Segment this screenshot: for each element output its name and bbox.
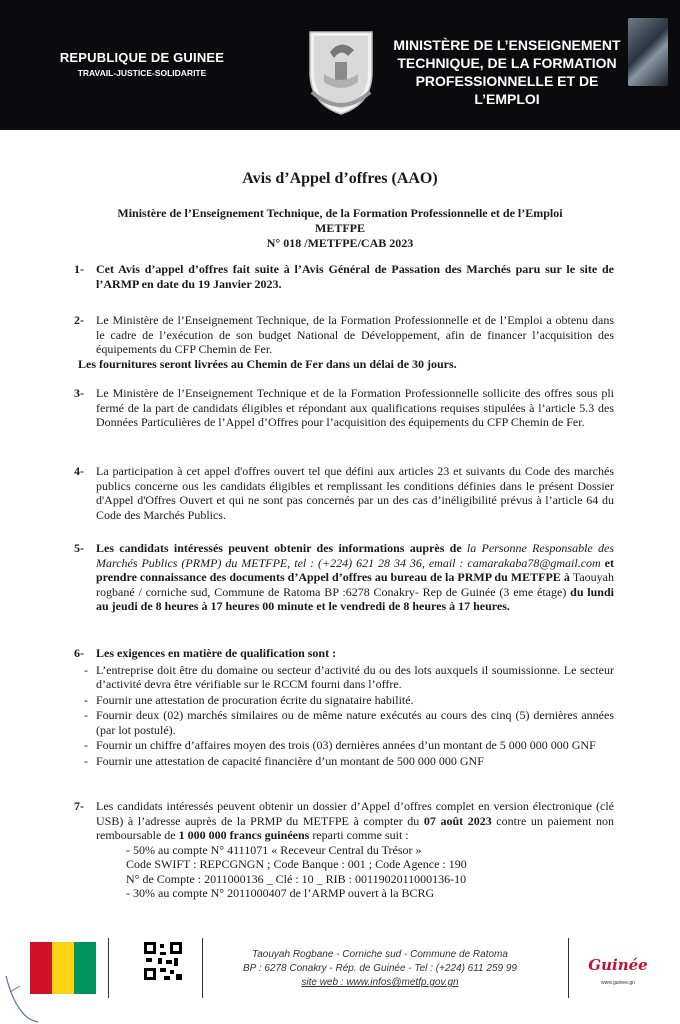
prmp-contact[interactable]: la Personne Responsable des Marchés Publics (PRMP) du METFPE, tel : (+224) 621 28 34 36, email : camarakaba78@gmail.com [96, 541, 614, 570]
paragraph-6 [74, 646, 614, 769]
paragraph-3 [74, 386, 614, 430]
subtitle [60, 206, 620, 251]
republic-motto: TRAVAIL-JUSTICE-SOLIDARITE [77, 68, 207, 78]
qr-code-icon[interactable] [142, 940, 184, 982]
paragraph-text: Le Ministère de l’Enseignement Technique, de la Formation Professionnelle et de l’Emploi a obtenu dans le cadre de l’exécution de son budget National de Développement, afin de financer l’acquisition des équipements du CFP Chemin de Fer. [96, 313, 614, 356]
holographic-sticker [628, 18, 668, 86]
paragraph-number: 4- [74, 464, 84, 478]
paragraph-text: Le Ministère de l’Enseignement Technique et de la Formation Professionnelle sollicite des offres sous pli fermé de la part de candidats éligibles et répondant aux qualifications requises stipulées à l’article 5.3 des Données Particulières de l’Appel d’Offres pour l’acquisition des équipements du CFP Chemin de Fer. [96, 386, 614, 429]
list-item: - L’entreprise doit être du domaine ou secteur d’activité du ou des lots auxquels il soumissionne. Le secteur d’activité devra être vérifiable sur le RCCM fourni dans l’offre. [96, 663, 614, 692]
requirements-heading: Les exigences en matière de qualification sont : [96, 646, 337, 660]
fee-amount: 1 000 000 francs guinéens [178, 828, 310, 842]
list-item: - Fournir une attestation de capacité financière d’un montant de 500 000 000 GNF [96, 754, 614, 769]
pen-mark-icon [2, 972, 42, 1024]
list-item: - Fournir un chiffre d’affaires moyen des trois (03) dernières années d’un montant de 5 000 000 000 GNF [96, 738, 614, 753]
paragraph-5 [74, 541, 614, 614]
paragraph-text: Cet Avis d’appel d’offres fait suite à l’Avis Général de Passation des Marchés paru sur le site de l’ARMP en date du 19 Janvier 2023. [96, 262, 614, 291]
office-address: Taouyah rogbané / corniche sud, Commune de Ratoma BP :6278 Conakry- Rep de Guinée (3 eme étage) [96, 570, 614, 599]
divider [202, 938, 203, 998]
ministry-name [392, 36, 622, 108]
flag-stripe-yellow [52, 942, 74, 994]
footer-address-line: BP : 6278 Conakry - Rép. de Guinée - Tel : (+224) 611 259 99 [243, 963, 517, 974]
republic-block [52, 50, 232, 78]
subtitle-ministry: Ministère de l’Enseignement Technique, de la Formation Professionnelle et de l’Emploi [117, 206, 563, 220]
delivery-note: Les fournitures seront livrées au Chemin de Fer dans un délai de 30 jours. [78, 356, 457, 371]
divider [108, 938, 109, 998]
start-date: 07 août 2023 [423, 813, 492, 828]
guinee-logo-url: www.guinee.gn [601, 980, 635, 986]
list-item: - Fournir deux (02) marchés similaires ou de même nature exécutés au cours des cinq (5) dernières années (par lot postulé). [96, 708, 614, 737]
payment-line: - 50% au compte N° 4111071 « Receveur Central du Trésor » [126, 842, 422, 857]
ministry-line: MINISTÈRE DE L’ENSEIGNEMENT [393, 37, 621, 53]
list-item: - Fournir une attestation de procuration écrite du signataire habilité. [96, 693, 614, 708]
republic-title: REPUBLIQUE DE GUINEE [59, 50, 225, 65]
paragraph-number: 6- [74, 646, 84, 660]
website-link[interactable]: site web : www.infos@metfp.gov.gn [301, 977, 459, 988]
footer-address [210, 948, 550, 990]
payment-line: - 30% au compte N° 2011000407 de l’ARMP ouvert à la BCRG [126, 886, 435, 900]
page-title: Avis d’Appel d’offres (AAO) [242, 170, 438, 187]
paragraph-text: La participation à cet appel d'offres ouvert tel que défini aux articles 23 et suivants du Code des marchés publics concerne ous les candidats éligibles et remplissant les conditions définies dans le présent Dossier d'Appel d'Offres Ouvert et qui ne sont pas concernés par un des cas d’inéligibilité prévus à l’article 64 du Code des Marchés Publics. [96, 464, 614, 522]
paragraph-number: 7- [74, 799, 84, 813]
footer-address-line: Taouyah Rogbane - Corniche sud - Commune de Ratoma [252, 949, 508, 960]
flag-stripe-green [74, 942, 96, 994]
paragraph-number: 1- [74, 262, 84, 276]
footer [0, 928, 680, 1024]
paragraph-text: Les candidats intéressés peuvent obtenir des informations auprès de [96, 541, 467, 555]
guinee-logo: Guinée [588, 956, 648, 974]
paragraph-7 [74, 799, 615, 901]
ministry-line: TECHNIQUE, DE LA FORMATION [397, 55, 617, 71]
subtitle-acronym: METFPE [315, 221, 365, 235]
paragraph-2 [74, 313, 614, 371]
letterhead [0, 0, 680, 130]
paragraph-text: reparti comme suit : [309, 828, 409, 842]
payment-line: N° de Compte : 2011000136 _ Clé : 10 _ RIB : 0011902011000136-10 [126, 871, 467, 886]
paragraph-text: et prendre connaissance des documents d’Appel d’offres au bureau de la PRMP du METFPE à [96, 555, 614, 584]
office-hours: du lundi au jeudi de 8 heures à 17 heures 00 minute et le vendredi de 8 heures à 17 heures. [96, 584, 614, 613]
payment-line: Code SWIFT : REPCGNGN ; Code Banque : 001 ; Code Agence : 190 [126, 857, 467, 871]
divider [568, 938, 569, 998]
paragraph-1 [74, 262, 614, 291]
ministry-line: PROFESSIONNELLE ET DE L’EMPLOI [415, 73, 599, 107]
paragraph-text: Les candidats intéressés peuvent obtenir un dossier d’Appel d’offres complet en version électronique (clé USB) à l’adresse auprès de la PRMP du METFPE à compter du [96, 799, 614, 828]
coat-of-arms-icon [302, 22, 380, 118]
paragraph-number: 2- [74, 313, 84, 327]
subtitle-reference: N° 018 /METFPE/CAB 2023 [266, 236, 414, 250]
paragraph-number: 3- [74, 386, 84, 400]
paragraph-text: contre un paiement non remboursable de [96, 813, 615, 842]
paragraph-4 [74, 464, 614, 522]
paragraph-number: 5- [74, 541, 84, 555]
requirements-list [96, 663, 614, 769]
